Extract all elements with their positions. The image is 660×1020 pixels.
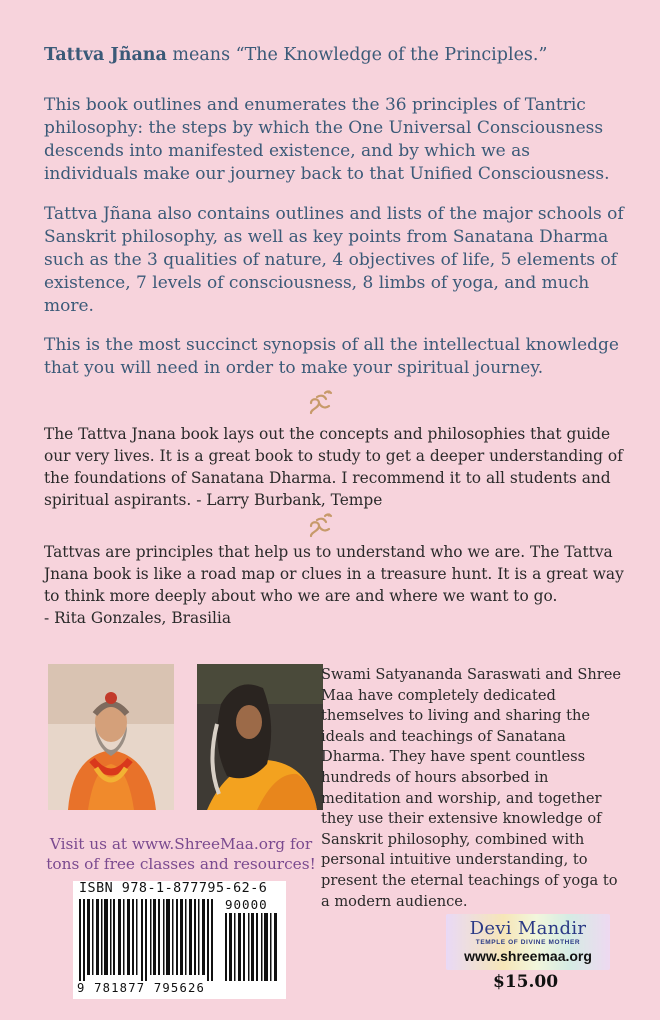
swami-photo [48, 664, 174, 810]
om-icon [305, 512, 335, 540]
shree-maa-photo [197, 664, 323, 810]
intro-title-line [44, 44, 624, 66]
intro-paragraph-contents: Tattva Jñana also contains outlines and lists of the major schools of Sanskrit philosophy, as well as key points from Sanatana Dharma such as the 3 qualities of nature, 4 objectives of life, 5 elements of existence, 7 levels of consciousness, 8 limbs of yoga, and much more. [44, 204, 624, 316]
book-title: Tattva Jñana [44, 45, 167, 65]
testimonial-author: - Rita Gonzales, Brasilia [44, 609, 232, 627]
testimonial-gonzales [44, 541, 634, 629]
publisher-url: www.shreemaa.org [464, 948, 592, 964]
testimonial-burbank: The Tattva Jnana book lays out the concepts and philosophies that guide our very lives. It is a great book to study to get a deeper understanding of the foundations of Sanatana Dharma. I recommend it to all students and spiritual aspirants. - Larry Burbank, Tempe [44, 425, 623, 509]
testimonial-text: Tattvas are principles that help us to understand who we are. The Tattva Jnana book is like a road map or clues in a treasure hunt. It is a great way to think more deeply about who we are and where we want to go. [44, 543, 624, 605]
visit-website-text: Visit us at www.ShreeMaa.org for tons of free classes and resources! [46, 835, 316, 873]
title-meaning: means “The Knowledge of the Principles.” [166, 45, 548, 65]
publisher-tagline: TEMPLE OF DIVINE MOTHER [475, 939, 581, 946]
ean-number: 9 781877 795626 [77, 981, 206, 995]
intro-paragraph-synopsis: This is the most succinct synopsis of all the intellectual knowledge that you will need in order to make your spiritual journey. [44, 335, 619, 378]
om-icon [305, 389, 335, 417]
publisher-name: Devi Mandir [469, 918, 587, 939]
devi-mandir-logo [446, 914, 610, 970]
barcode-bars [79, 899, 215, 981]
intro-paragraph-principles: This book outlines and enumerates the 36 principles of Tantric philosophy: the steps by which the One Universal Consciousness descends into manifested existence, and by which we as individuals make our journey back to that Unified Consciousness. [44, 95, 610, 184]
authors-bio: Swami Satyananda Saraswati and Shree Maa have completely dedicated themselves to living and sharing the ideals and teachings of Sanatana Dharma. They have spent countless hundreds of hours absorbed in meditation and worship, and together they use their extensive knowledge of Sanskrit philosophy, combined with personal intuitive understanding, to present the eternal teachings of yoga to a modern audience. [321, 666, 621, 910]
price-label: $15.00 [493, 972, 559, 992]
barcode-addon-number: 90000 [225, 897, 268, 912]
isbn-barcode [73, 881, 286, 999]
isbn-label: ISBN 978-1-877795-62-6 [79, 881, 268, 896]
barcode-addon-bars [225, 913, 280, 981]
